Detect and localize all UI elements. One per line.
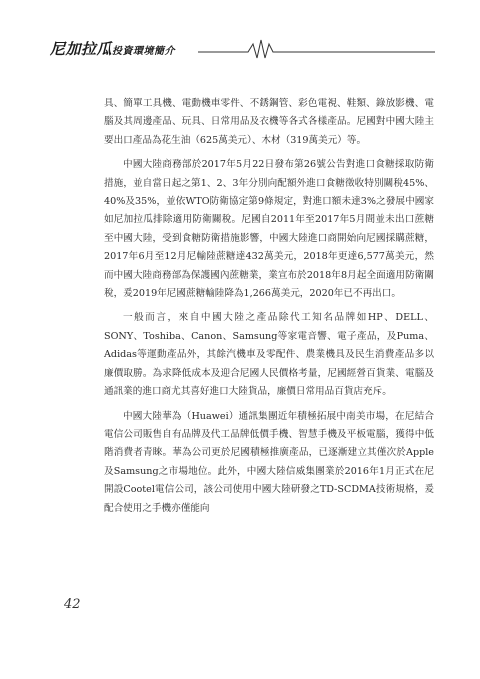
- page-header: [50, 30, 435, 60]
- header-title-sub: 投資環境簡介: [112, 46, 176, 57]
- header-title-main: 尼加拉瓜: [50, 40, 113, 58]
- paragraph-4: 中國大陸華為（Huawei）通訊集團近年積極拓展中南美市場，在尼結合電信公司販售自有品牌及代工品牌低價手機、智慧手機及平板電腦，獲得中低階消費者青睞。華為公司更於尼國積極推廣產品，已逐漸建立其僅次於Apple及Samsung之市場地位。此外，中國大陸信威集團業於2016年1月正式在尼開設Cootel電信公司，該公司使用中國大陸研發之TD-SCDMA技術規格，爰配合使用之手機亦僅能向: [104, 410, 434, 514]
- paragraph-3: 一般而言，來自中國大陸之產品除代工知名品牌如HP、DELL、SONY、Toshiba、Canon、Samsung等家電音響、電子產品，及Puma、Adidas等運動產品外，其餘汽機車及零配件、農業機具及民生消費產品多以廉價取勝。為求降低成本及迎合尼國人民價格考量，尼國經營百貨業、電腦及通訊業的進口商尤其喜好進口大陸貨品，廉價日常用品百貨店充斥。: [104, 312, 434, 398]
- paragraph-1: 具、簡單工具機、電動機車零件、不銹鋼管、彩色電視、鞋類、錄放影機、電腦及其周邊產品、玩具、日常用品及衣機等各式各樣產品。尼國對中國大陸主要出口產品為花生油（625萬美元）、木材（319萬美元）等。: [104, 98, 434, 146]
- body-text: [104, 95, 434, 518]
- paragraph-2: 中國大陸商務部於2017年5月22日發布第26號公告對進口食糖採取防衛措施，並自當日起之第1、2、3年分別向配額外進口食糖徵收特別關稅45%、40%及35%，並依WTO防衛協定第9條規定，對進口額未達3%之發展中國家如尼加拉瓜排除適用防衛關稅。尼國自2011年至2017年5月間並未出口蔗糖至中國大陸，受到食糖防衛措施影響，中國大陸進口商開始向尼國採購蔗糖，2017年6月至12月尼輸陸蔗糖達432萬美元，2018年更達6,577萬美元，然而中國大陸商務部為保護國內蔗糖業，業宣布於2018年8月起全面適用防衛關稅，爰2019年尼國蔗糖輸陸降為1,266萬美元，2020年已不再出口。: [104, 159, 434, 300]
- header-title: [50, 38, 175, 59]
- page-number: 42: [64, 597, 81, 612]
